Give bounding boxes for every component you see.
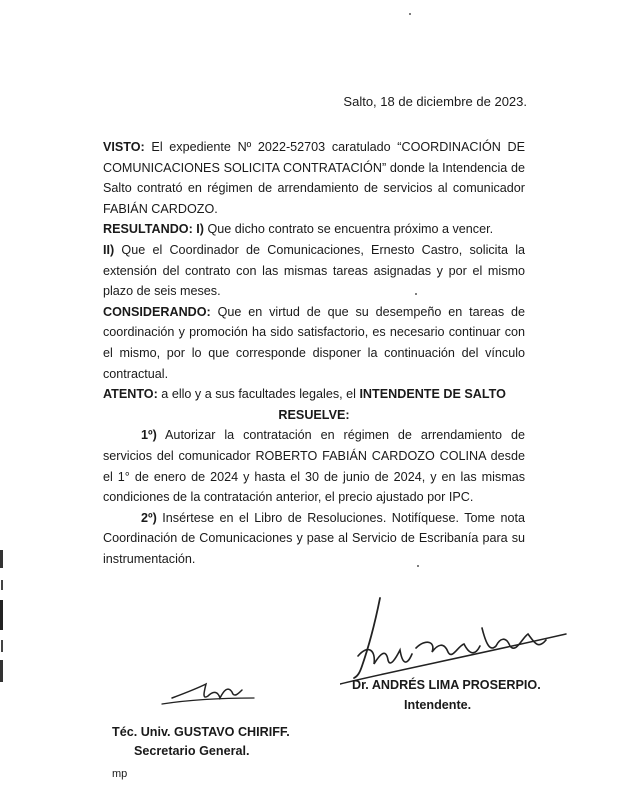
intendente-title: Intendente. bbox=[404, 698, 472, 712]
considerando-label: CONSIDERANDO: bbox=[103, 304, 211, 319]
visto-text: El expediente Nº 2022-52703 caratulado “COORDINACIÓN DE COMUNICACIONES SOLICITA CONTRATACIÓN” donde la Intendencia de Salto contrató en régimen de arrendamiento de servicios al comunicador FABIÁN CARDOZO. bbox=[103, 140, 525, 216]
resultando-text-1: Que dicho contrato se encuentra próximo a vencer. bbox=[203, 222, 494, 237]
intendente-signature bbox=[340, 588, 570, 688]
article-2-label: 2º) bbox=[141, 510, 157, 525]
atento-paragraph bbox=[103, 384, 525, 405]
visto-paragraph bbox=[103, 137, 525, 219]
document-body bbox=[103, 137, 525, 569]
atento-text: a ello y a sus facultades legales, el bbox=[157, 387, 360, 402]
intendente-name: Dr. ANDRÉS LIMA PROSERPIO. bbox=[352, 678, 541, 692]
resuelve-heading: RESUELVE: bbox=[278, 407, 350, 422]
considerando-text: Que en virtud de que su desempeño en tareas de coordinación y promoción ha sido satisfactorio, es necesario continuar con el mismo, por lo que corresponde disponer la continuación del vínculo contractual. bbox=[103, 304, 525, 381]
scan-speck bbox=[409, 13, 411, 15]
resultando-label: RESULTANDO: I) bbox=[103, 222, 204, 237]
resultando-ii-paragraph bbox=[103, 240, 525, 302]
secretario-signature bbox=[158, 670, 258, 710]
secretario-title: Secretario General. bbox=[134, 744, 250, 758]
atento-label: ATENTO: bbox=[103, 387, 158, 402]
scan-edge-marks bbox=[0, 540, 8, 690]
article-1-text: Autorizar la contratación en régimen de arrendamiento de servicios del comunicador ROBERTO FABIÁN CARDOZO COLINA desde el 1° de enero de 2024 y hasta el 30 de junio de 2024, y en las mismas condiciones de la contratación anterior, el precio ajustado por IPC. bbox=[103, 428, 525, 505]
resultando-text-2: Que el Coordinador de Comunicaciones, Ernesto Castro, solicita la extensión del contrato con las mismas tareas asignadas y por el mismo plazo de seis meses. bbox=[103, 242, 525, 299]
secretario-name: Téc. Univ. GUSTAVO CHIRIFF. bbox=[112, 725, 290, 739]
article-2-text: Insértese en el Libro de Resoluciones. Notifíquese. Tome nota Coordinación de Comunicaciones y pase al Servicio de Escribanía para su instrumentación. bbox=[103, 510, 525, 566]
article-2 bbox=[103, 508, 525, 570]
resultando-ii-label: II) bbox=[103, 242, 115, 257]
typist-initials: mp bbox=[112, 768, 128, 780]
visto-label: VISTO: bbox=[103, 140, 145, 154]
atento-bold-text: INTENDENTE DE SALTO bbox=[359, 387, 506, 402]
considerando-paragraph bbox=[103, 302, 525, 384]
resultando-paragraph bbox=[103, 219, 525, 240]
article-1-label: 1º) bbox=[141, 428, 157, 443]
date-line: Salto, 18 de diciembre de 2023. bbox=[343, 94, 527, 109]
article-1 bbox=[103, 425, 525, 507]
